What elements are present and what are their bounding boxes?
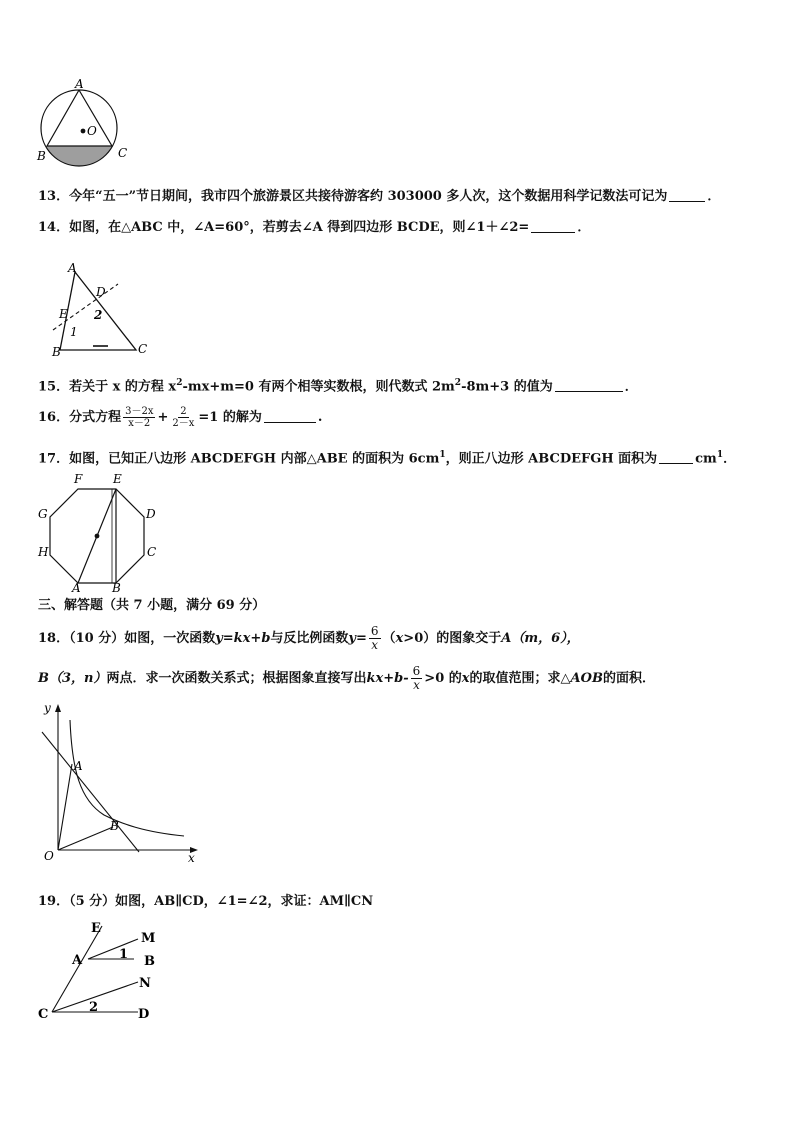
par-label-c: C <box>38 1007 49 1022</box>
question-18-line-2: B（3，n）两点．求一次函数关系式；根据图象直接写出kx+b- $\frac{6}{x}$ >0 的x的取值范围；求△AOB的面积． <box>38 664 655 692</box>
oct-label-d: D <box>146 507 156 521</box>
tri-label-b: B <box>52 345 61 359</box>
graph-label-a: A <box>74 759 83 773</box>
answer-blank-14[interactable] <box>531 218 575 233</box>
par-label-b: B <box>144 954 155 969</box>
section-3-heading: 三、解答题（共 7 小题，满分 69 分） <box>38 598 266 613</box>
question-19: 19．（5 分）如图，AB∥CD，∠1=∠2，求证：AM∥CN <box>38 894 374 909</box>
question-17: 17．如图，已知正八边形 ABCDEFGH 内部△ABE 的面积为 $6cm^1$，则正八边形 ABCDEFGH 面积为 $cm^1$． <box>38 450 737 467</box>
circle-label-o: O <box>87 124 97 138</box>
question-16: 16．分式方程 $\frac{3-2x}{x-2}$ + $\frac{2}{2-x}$ =1 的解为 . <box>38 406 323 429</box>
oct-label-c: C <box>147 545 157 559</box>
parallel-lines-figure <box>34 918 174 1023</box>
tri-label-c: C <box>138 342 148 356</box>
par-label-d: D <box>138 1007 150 1022</box>
oct-label-h: H <box>38 545 49 559</box>
oct-label-b: B <box>112 581 121 595</box>
oct-label-g: G <box>38 507 48 521</box>
tri-label-2: 2 <box>94 308 103 322</box>
oct-label-f: F <box>74 472 83 486</box>
par-label-a: A <box>72 953 83 968</box>
fraction-6-over-x-2: $\frac{6}{x}$ <box>412 664 421 692</box>
circle-label-b: B <box>37 149 46 163</box>
circle-label-a: A <box>75 78 84 91</box>
question-13: 13．今年“五一”节日期间，我市四个旅游景区共接待游客约 303000 多人次，这个数据用科学记数法可记为 ． <box>38 189 721 204</box>
fraction-6-over-x: $\frac{6}{x}$ <box>370 624 379 652</box>
answer-blank-16[interactable] <box>264 408 316 423</box>
graph-label-x: x <box>188 851 195 865</box>
graph-label-b: B <box>110 819 119 833</box>
function-graph-figure <box>34 700 204 870</box>
fraction-2: $\frac{2}{2-x}$ <box>172 406 195 429</box>
graph-label-y: y <box>44 701 51 715</box>
par-label-2: 2 <box>89 1000 99 1015</box>
oct-label-a: A <box>72 581 81 595</box>
par-label-1: 1 <box>119 947 129 962</box>
triangle-cut-figure <box>48 258 158 363</box>
par-label-m: M <box>141 931 156 946</box>
answer-blank-13[interactable] <box>669 187 705 202</box>
octagon-figure <box>34 470 164 595</box>
tri-label-a: A <box>68 261 77 275</box>
tri-label-d: D <box>96 285 106 299</box>
question-14: 14．如图，在△ABC 中，∠A=60°，若剪去∠A 得到四边形 BCDE，则∠1＋∠2= ． <box>38 220 591 235</box>
tri-label-e: E <box>59 307 68 321</box>
tri-label-1: 1 <box>70 325 78 339</box>
answer-blank-15[interactable] <box>555 377 623 392</box>
graph-label-o: O <box>44 849 54 863</box>
answer-blank-17[interactable] <box>659 449 693 464</box>
par-label-e: E <box>91 921 101 936</box>
circle-label-c: C <box>118 146 128 160</box>
question-18-line-1: 18．（10 分）如图，一次函数y=kx+b与反比例函数y= $\frac{6}{x}$ （x>0）的图象交于A（m，6）， <box>38 624 580 652</box>
question-15: 15．若关于 x 的方程 $x^2-mx+m=0$ 有两个相等实数根，则代数式 $2m^2-8m+3$ 的值为 ． <box>38 378 638 395</box>
fraction-1: $\frac{3-2x}{x-2}$ <box>125 406 154 429</box>
par-label-n: N <box>139 976 151 991</box>
circle-triangle-figure <box>30 78 140 178</box>
oct-label-e: E <box>113 472 122 486</box>
